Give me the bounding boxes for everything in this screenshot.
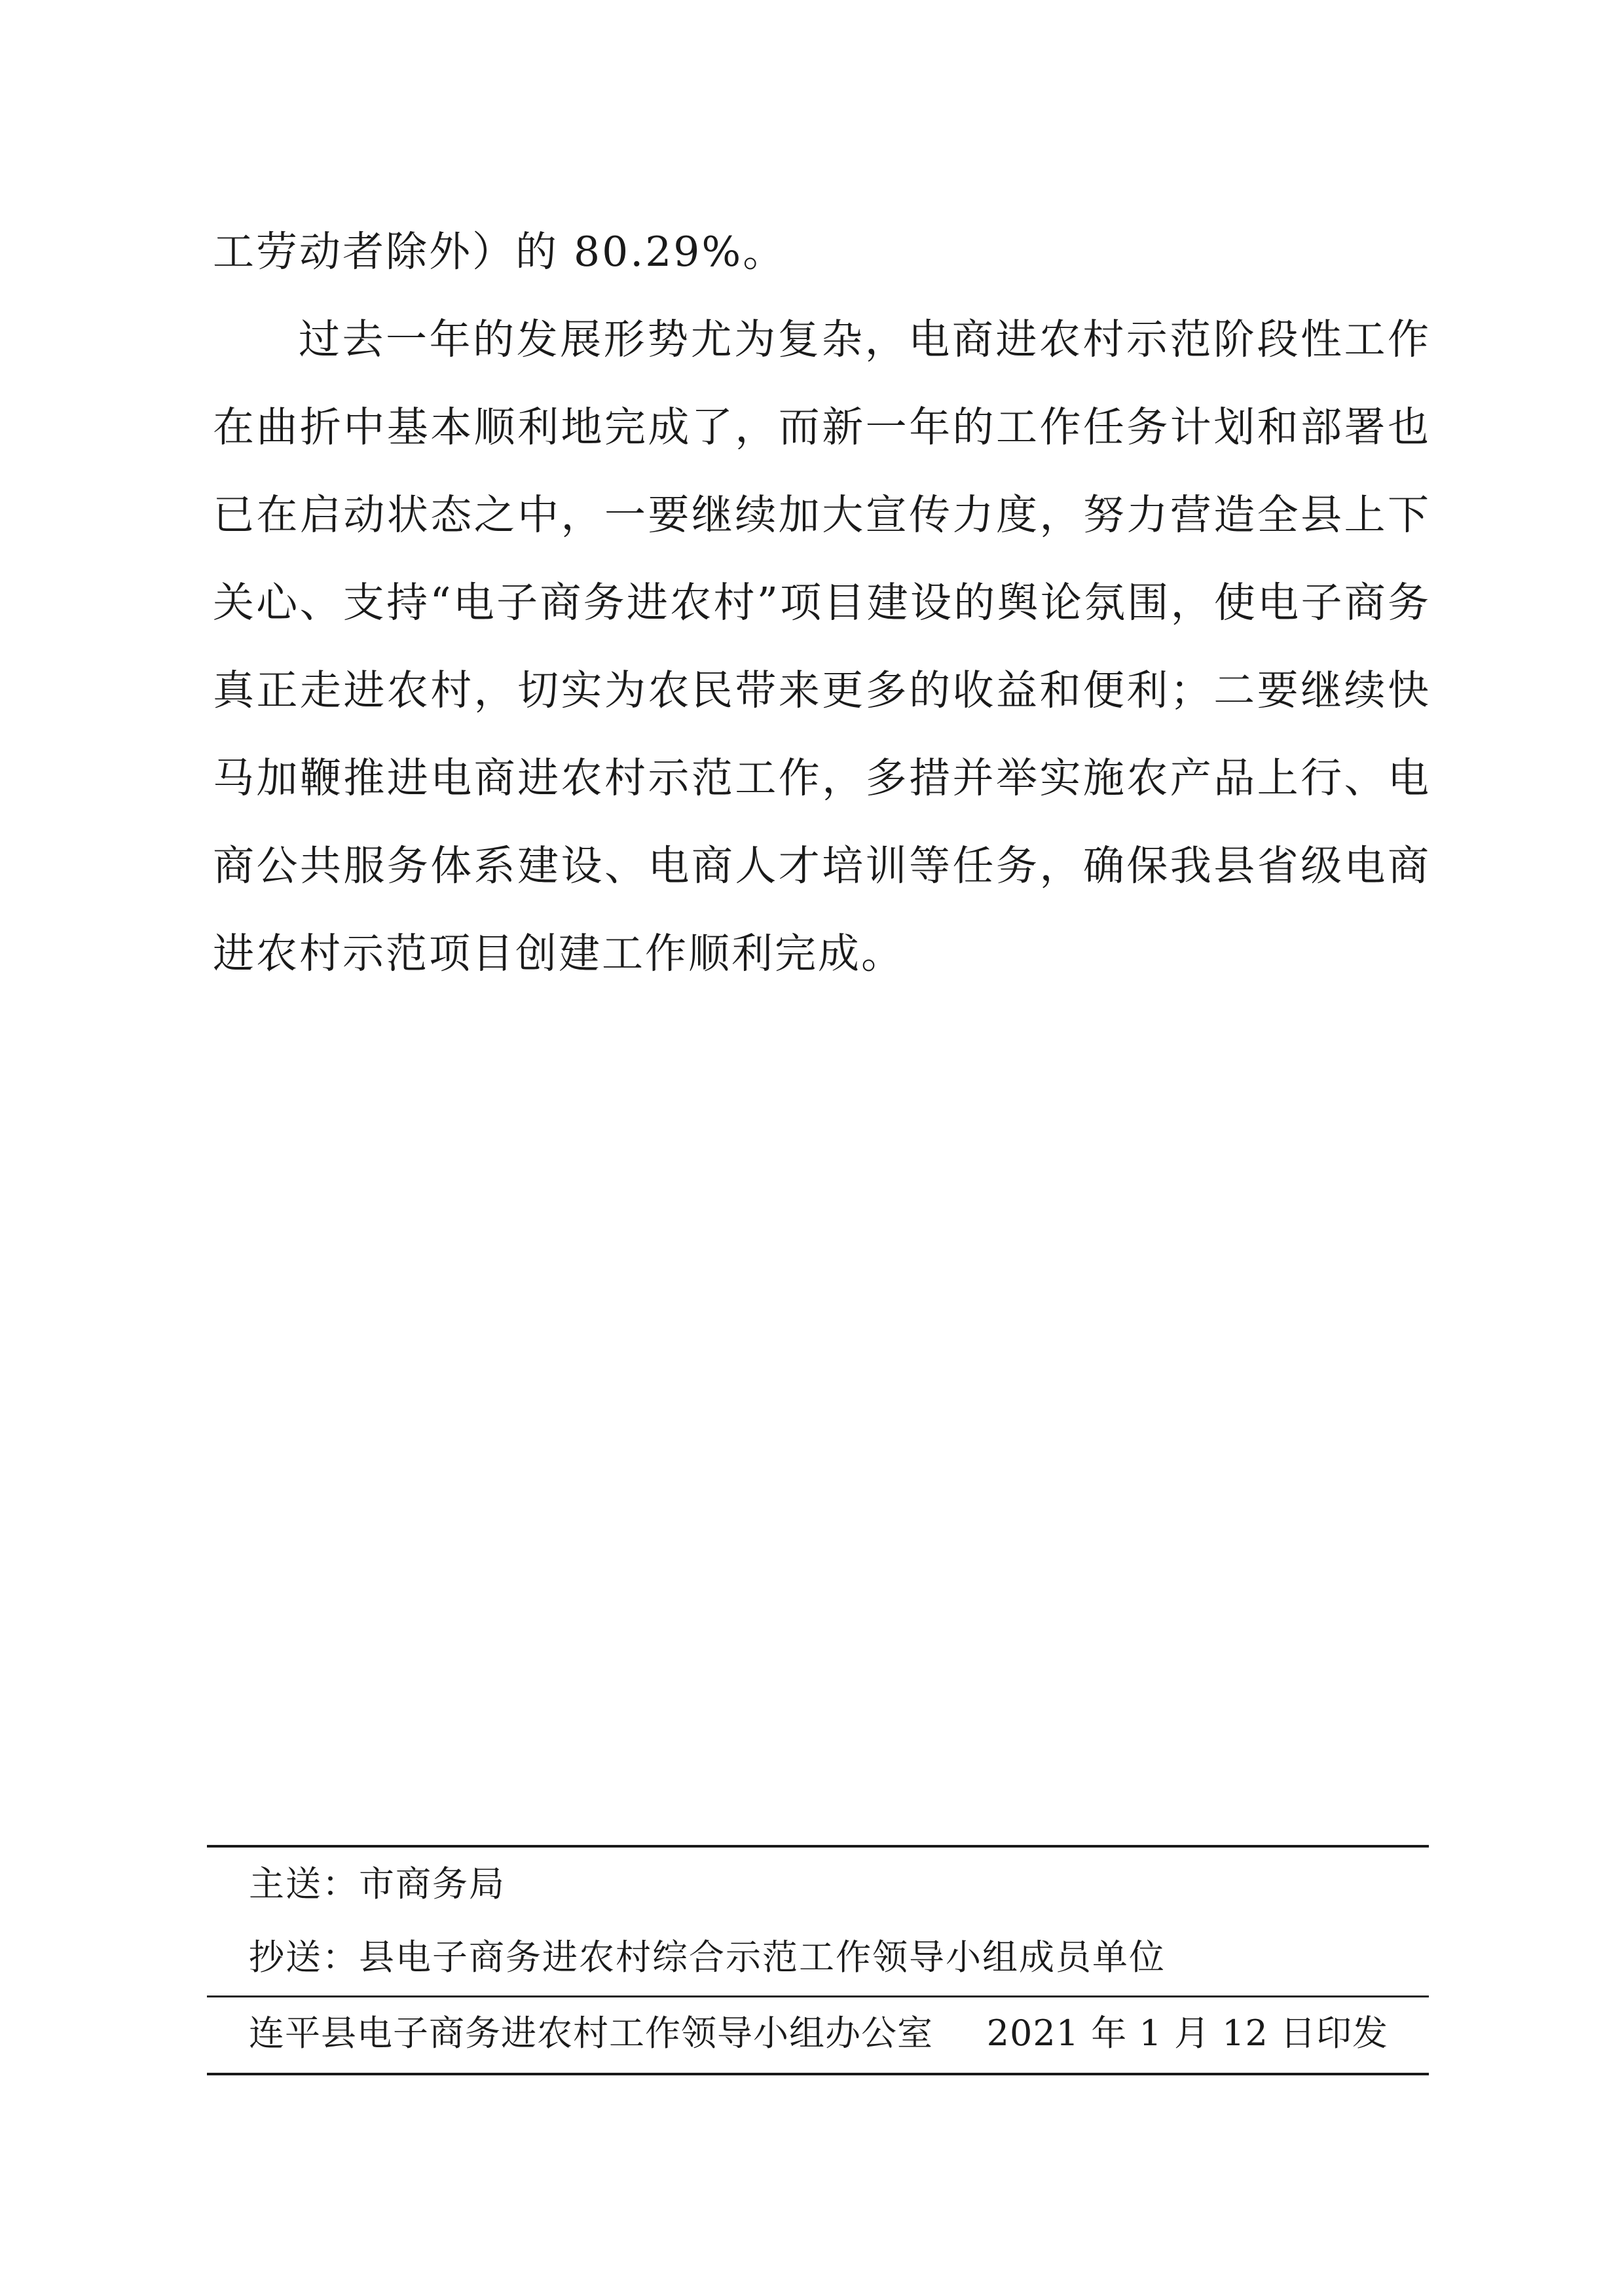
issuing-office: 连平县电子商务进农村工作领导小组办公室 [249, 2013, 933, 2054]
issuer-row [249, 2007, 1388, 2060]
footer-top-rule [207, 1845, 1429, 1848]
main-recipient: 主送：市商务局 [249, 1863, 506, 1904]
copy-recipient: 抄送：县电子商务进农村综合示范工作领导小组成员单位 [249, 1937, 1166, 1978]
footer-bottom-rule [207, 2073, 1429, 2075]
paragraph-continuation: 工劳动者除外）的 80.29%。 [213, 228, 786, 276]
paragraph-summary: 过去一年的发展形势尤为复杂，电商进农村示范阶段性工作在曲折中基本顺利地完成了，而新一年的工作任务计划和部署也已在启动状态之中，一要继续加大宣传力度，努力营造全县上下关心、支持“电子商务进农村”项目建设的舆论氛围，使电子商务真正走进农村，切实为农民带来更多的收益和便利；二要继续快马加鞭推进电商进农村示范工作，多措并举实施农产品上行、电商公共服务体系建设、电商人才培训等任务，确保我县省级电商进农村示范项目创建工作顺利完成。 [213, 316, 1431, 977]
document-body [213, 208, 1431, 998]
issue-date: 2021 年 1 月 12 日印发 [986, 2013, 1388, 2054]
footer-middle-rule [207, 1995, 1429, 1997]
